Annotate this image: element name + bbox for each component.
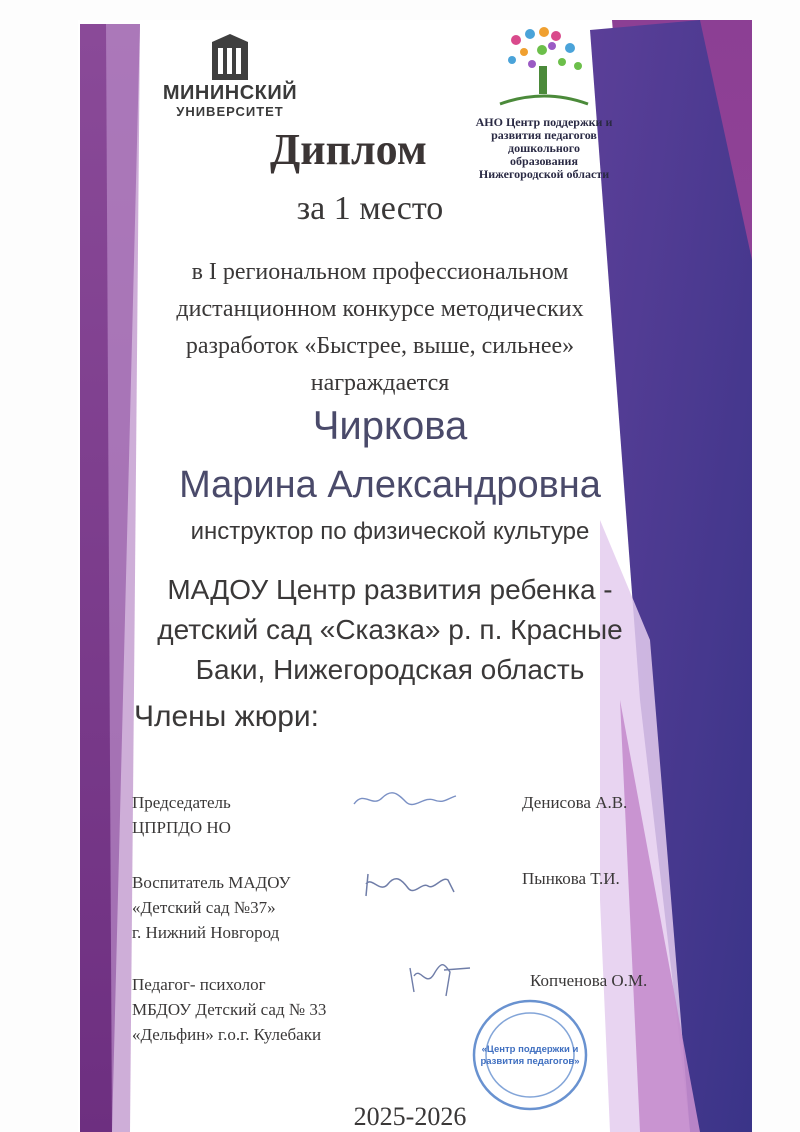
jury-2-role-line-1: Воспитатель МАДОУ [132,873,291,892]
contest-description [100,254,660,402]
round-stamp [470,996,590,1114]
place-award: за 1 место [296,190,444,227]
signature-3 [404,958,474,998]
tree-logo-icon [496,26,592,110]
jury-member-3-role [132,972,326,1047]
jury-member-2-role [132,870,291,945]
ano-line-5: Нижегородской области [478,167,610,181]
jury-1-role-line-1: Председатель [132,793,231,812]
ano-line-4: образования [510,154,578,168]
org-line-1: МАДОУ Центр развития ребенка - [167,574,613,605]
jury-member-1-role [132,790,231,840]
jury-3-role-line-1: Педагог- психолог [132,975,266,994]
jury-member-1-name: Денисова А.В. [522,793,628,812]
contest-line-2: дистанционном конкурсе методических [176,296,584,322]
jury-2-role-line-2: «Детский сад №37» [132,898,276,917]
ano-line-3: дошкольного [508,141,580,155]
org-line-2: детский сад «Сказка» р. п. Красные [157,614,623,645]
contest-line-1: в I региональном профессиональном [191,259,569,285]
ano-line-1: АНО Центр поддержки и [475,115,613,129]
recipient-organization [120,570,660,690]
stamp-line-1: «Центр поддержки и [481,1044,579,1055]
university-tower-icon [212,34,248,80]
recipient-position: инструктор по физической культуре [190,518,590,545]
recipient-given-names: Марина Александровна [179,464,601,506]
signature-2 [362,866,462,902]
jury-2-role-line-3: г. Нижний Новгород [132,923,280,942]
awarded-label: награждается [310,370,450,396]
jury-member-2-name: Пынкова Т.И. [522,869,620,888]
jury-3-role-line-3: «Дельфин» г.о.г. Кулебаки [132,1025,322,1044]
jury-heading: Члены жюри: [134,700,319,733]
ano-org-name [456,116,632,181]
year: 2025-2026 [353,1102,467,1131]
contest-line-3: разработок «Быстрее, выше, сильнее» [185,333,575,359]
signature-1 [350,786,460,812]
university-subtitle: УНИВЕРСИТЕТ [176,104,284,119]
ano-line-2: развития педагогов [491,128,597,142]
stamp-line-2: развития педагогов» [480,1056,580,1067]
jury-3-role-line-2: МБДОУ Детский сад № 33 [132,1000,327,1019]
jury-member-3-name: Копченова О.М. [530,971,648,990]
diploma-title: Диплом [270,125,427,174]
org-line-3: Баки, Нижегородская область [195,654,585,685]
recipient-surname: Чиркова [312,404,468,448]
jury-1-role-line-2: ЦПРПДО НО [132,818,231,837]
university-name: МИНИНСКИЙ [162,82,298,104]
